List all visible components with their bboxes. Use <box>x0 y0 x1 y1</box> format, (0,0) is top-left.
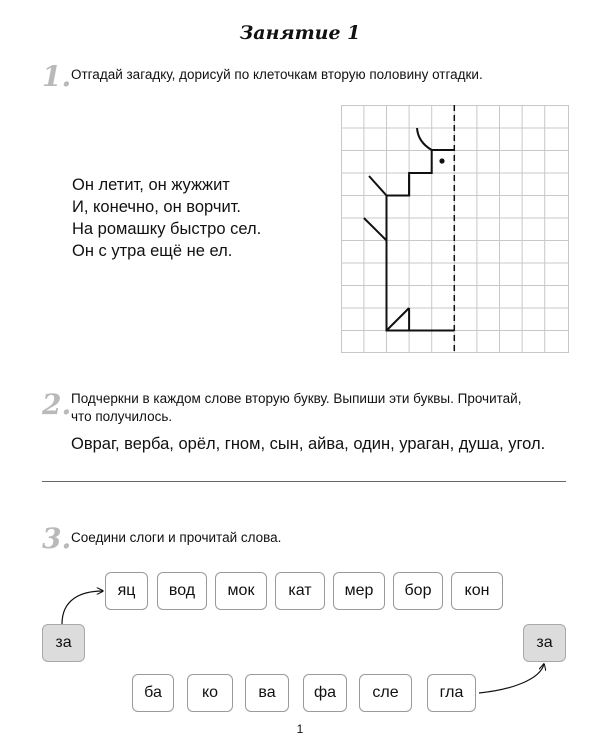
riddle-line: И, конечно, он ворчит. <box>72 198 241 216</box>
syllable-top[interactable]: мок <box>215 572 267 610</box>
drawing-grid[interactable] <box>341 105 569 353</box>
riddle-text <box>72 174 261 262</box>
task-3-number: 3. <box>42 522 72 555</box>
syllable-top[interactable]: кат <box>275 572 325 610</box>
syllable-start-left[interactable]: за <box>42 624 85 662</box>
task-3-instruction: Соедини слоги и прочитай слова. <box>71 530 282 545</box>
riddle-line: Он летит, он жужжит <box>72 176 230 194</box>
syllable-start-right[interactable]: за <box>523 624 566 662</box>
task-2-instruction-line: Подчеркни в каждом слове вторую букву. Выпиши эти буквы. Прочитай, <box>71 391 522 406</box>
syllable-top[interactable]: вод <box>157 572 207 610</box>
page-number: 1 <box>296 722 304 736</box>
task-2-instruction <box>71 390 521 426</box>
syllable-bottom[interactable]: ко <box>187 674 233 712</box>
syllable-bottom[interactable]: гла <box>427 674 476 712</box>
answer-line[interactable] <box>42 481 566 482</box>
riddle-line: Он с утра ещё не ел. <box>72 242 233 260</box>
syllable-bottom[interactable]: сле <box>359 674 412 712</box>
fly-eye-dot <box>439 158 444 163</box>
syllable-bottom[interactable]: ба <box>132 674 174 712</box>
arrow-left <box>62 591 103 624</box>
task-2-words: Овраг, верба, орёл, гном, сын, айва, один, ураган, душа, угол. <box>71 435 546 453</box>
arrow-right <box>479 664 544 693</box>
riddle-line: На ромашку быстро сел. <box>72 220 262 238</box>
task-2-instruction-line: что получилось. <box>71 409 173 424</box>
syllable-top[interactable]: яц <box>105 572 148 610</box>
syllable-top[interactable]: бор <box>393 572 443 610</box>
page-title: Занятие 1 <box>239 22 361 44</box>
syllable-bottom[interactable]: ва <box>245 674 289 712</box>
syllable-top[interactable]: мер <box>333 572 385 610</box>
task-1-number: 1. <box>42 60 72 93</box>
syllable-top[interactable]: кон <box>451 572 503 610</box>
task-2-number: 2. <box>42 388 72 421</box>
task-1-instruction: Отгадай загадку, дорисуй по клеточкам вторую половину отгадки. <box>71 67 483 82</box>
syllable-bottom[interactable]: фа <box>303 674 347 712</box>
